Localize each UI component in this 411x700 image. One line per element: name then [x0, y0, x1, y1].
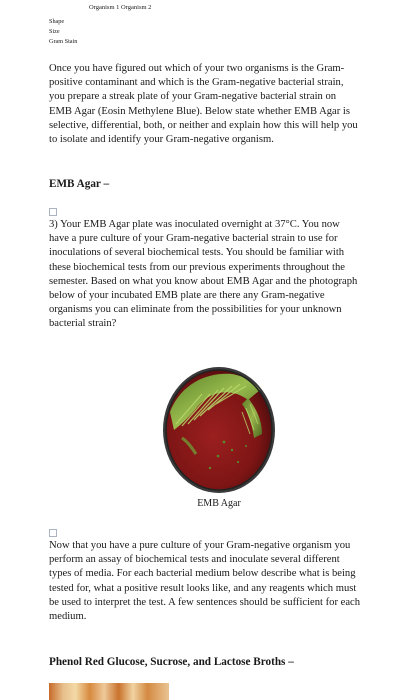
question-paragraph-emb: Once you have figured out which of your two organisms is the Gram-positive contaminant and which is the Gram-negative bacterial strain, you prepare a streak plate of your Gram-negative bacterial strain on EMB Agar (Eosin Methylene Blue). Below state whether EMB Agar is selective, differential, both, or neither and explain how this will help you to isolate and identify your Gram-negative organism. — [49, 63, 358, 146]
row-label-size: Size — [49, 28, 60, 35]
broths-heading: Phenol Red Glucose, Sucrose, and Lactose Broths – — [49, 656, 294, 668]
row-label-gram-stain: Gram Stain — [49, 38, 78, 45]
answer-checkbox[interactable] — [49, 208, 57, 216]
answer-checkbox-2[interactable] — [49, 529, 57, 537]
petri-dish-illustration — [162, 364, 276, 496]
instructions-paragraph: Now that you have a pure culture of your Gram-negative organism you perform an assay of biochemical tests and inoculate several different types of media. For each bacterial medium below describe what is being tested for, what a positive result looks like, and any reagents which must be used to interpret the test. A few sentences should be sufficient for each medium. — [49, 540, 361, 623]
broth-tubes-image — [49, 683, 169, 700]
table-header: Organism 1 Organism 2 — [89, 4, 152, 11]
row-label-shape: Shape — [49, 18, 65, 25]
emb-agar-heading: EMB Agar – — [49, 178, 110, 190]
emb-agar-plate-image — [162, 364, 276, 496]
question-paragraph-3: 3) Your EMB Agar plate was inoculated overnight at 37°C. You now have a pure culture of your Gram-negative bacterial strain to use for inoculations of several biochemical tests. You should be familiar with these biochemical tests from our previous experiments throughout the semester. Based on what you know about EMB Agar and the photograph below of your incubated EMB plate are there any Gram-negative organisms you can eliminate from the possibilities for your unknown bacterial strain? — [49, 219, 358, 330]
figure-caption: EMB Agar — [197, 498, 241, 509]
